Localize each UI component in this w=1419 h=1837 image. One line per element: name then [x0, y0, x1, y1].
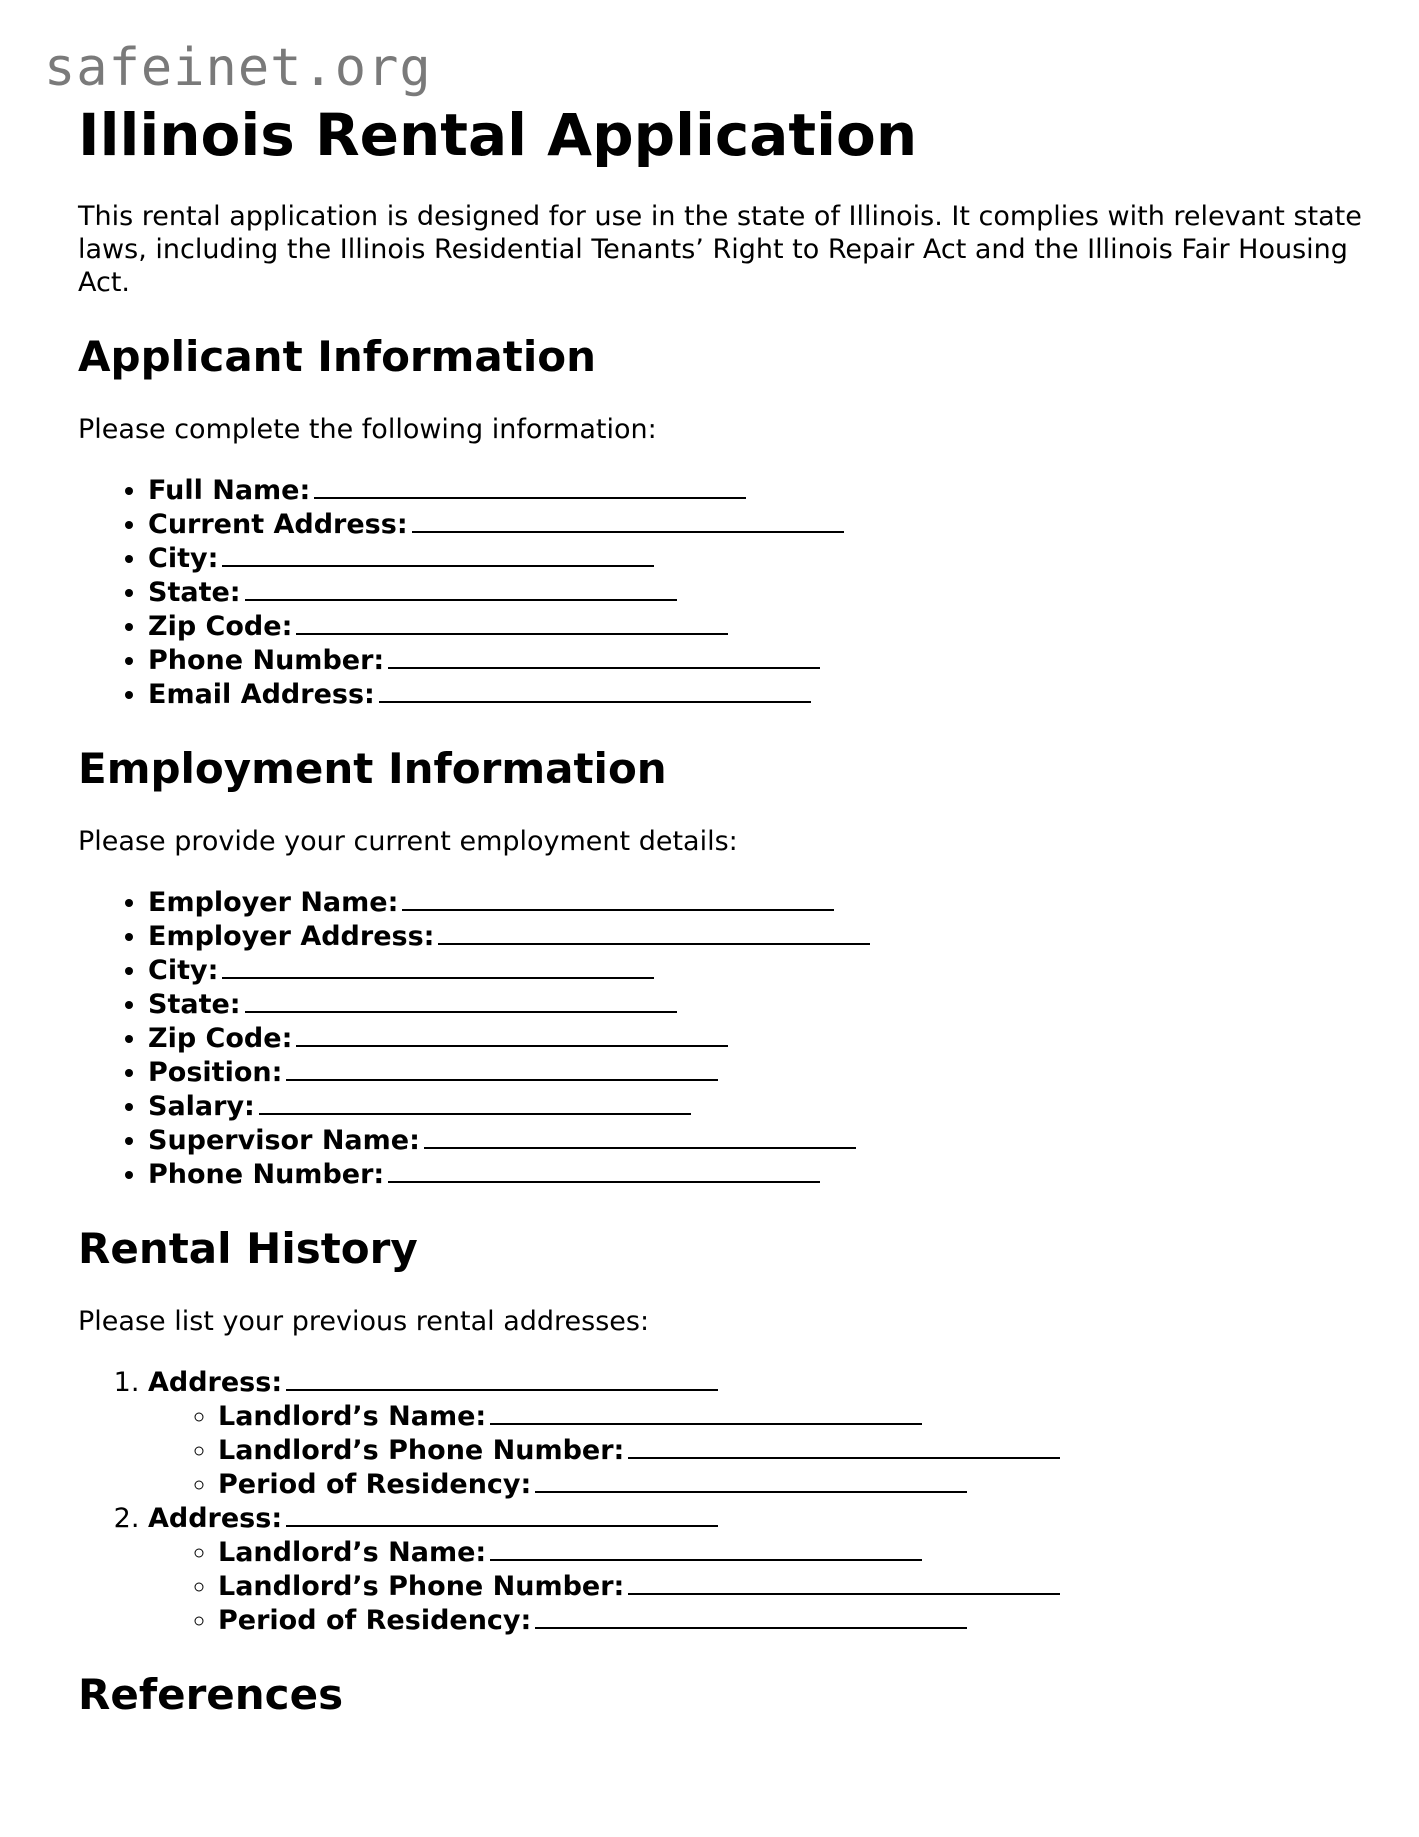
- field-label: Current Address:: [148, 509, 408, 540]
- field-label: Address:: [148, 1503, 283, 1534]
- section-lead: Please provide your current employment details:: [78, 826, 738, 857]
- fill-in-line[interactable]: [388, 643, 820, 669]
- fill-in-line[interactable]: [535, 1603, 967, 1629]
- field-item: [218, 1399, 1378, 1433]
- field-item: [148, 1089, 1378, 1123]
- fill-in-line[interactable]: [535, 1467, 967, 1493]
- field-label: Landlord’s Name:: [218, 1537, 487, 1568]
- fill-in-line[interactable]: [296, 609, 728, 635]
- section-heading: Applicant Information: [78, 332, 596, 381]
- rental-sub-fields: [148, 1535, 1378, 1637]
- rental-history-section: [78, 1221, 1378, 1637]
- section-heading: Rental History: [78, 1224, 418, 1273]
- field-item: [148, 1123, 1378, 1157]
- fill-in-line[interactable]: [412, 507, 844, 533]
- rental-sub-fields: [148, 1399, 1378, 1501]
- field-item: [218, 1433, 1378, 1467]
- rental-entry: [148, 1501, 1378, 1637]
- field-item: [148, 885, 1378, 919]
- fill-in-line[interactable]: [490, 1399, 922, 1425]
- rental-entries: [78, 1365, 1378, 1637]
- fill-in-line[interactable]: [379, 677, 811, 703]
- field-label: City:: [148, 955, 219, 986]
- fill-in-line[interactable]: [245, 987, 677, 1013]
- page-title: Illinois Rental Application: [78, 101, 918, 169]
- field-item: [148, 677, 1378, 711]
- field-label: Landlord’s Name:: [218, 1401, 487, 1432]
- field-item: [148, 575, 1378, 609]
- field-label: State:: [148, 577, 241, 608]
- field-item: [148, 507, 1378, 541]
- rental-entry: [148, 1365, 1378, 1501]
- fill-in-line[interactable]: [245, 575, 677, 601]
- field-label: Period of Residency:: [218, 1469, 532, 1500]
- field-label: Full Name:: [148, 475, 311, 506]
- field-label: Email Address:: [148, 679, 375, 710]
- field-item: [148, 541, 1378, 575]
- field-label: Phone Number:: [148, 645, 385, 676]
- field-item: [218, 1569, 1378, 1603]
- field-label: Zip Code:: [148, 611, 293, 642]
- field-item: [148, 919, 1378, 953]
- fill-in-line[interactable]: [286, 1055, 718, 1081]
- section-lead: Please complete the following information:: [78, 414, 657, 445]
- fill-in-line[interactable]: [296, 1021, 728, 1047]
- field-item: [148, 609, 1378, 643]
- employment-section: [78, 741, 1378, 1191]
- field-label: Landlord’s Phone Number:: [218, 1435, 625, 1466]
- field-item: [148, 1021, 1378, 1055]
- field-label: Address:: [148, 1367, 283, 1398]
- fill-in-line[interactable]: [222, 541, 654, 567]
- field-item: [148, 473, 1378, 507]
- fill-in-line[interactable]: [259, 1089, 691, 1115]
- field-item: [148, 1157, 1378, 1191]
- field-item: [218, 1467, 1378, 1501]
- document-body: [78, 96, 1378, 1723]
- watermark: safeinet.org: [44, 38, 432, 98]
- fill-in-line[interactable]: [490, 1535, 922, 1561]
- fill-in-line[interactable]: [286, 1365, 718, 1391]
- field-label: Period of Residency:: [218, 1605, 532, 1636]
- field-label: Employer Name:: [148, 887, 399, 918]
- fill-in-line[interactable]: [628, 1433, 1060, 1459]
- field-item: [218, 1535, 1378, 1569]
- field-label: State:: [148, 989, 241, 1020]
- section-lead: Please list your previous rental addresses:: [78, 1306, 650, 1337]
- fill-in-line[interactable]: [628, 1569, 1060, 1595]
- field-label: Landlord’s Phone Number:: [218, 1571, 625, 1602]
- fill-in-line[interactable]: [314, 473, 746, 499]
- field-item: [218, 1603, 1378, 1637]
- field-label: Salary:: [148, 1091, 255, 1122]
- field-label: Phone Number:: [148, 1159, 385, 1190]
- fill-in-line[interactable]: [424, 1123, 856, 1149]
- section-heading: Employment Information: [78, 744, 667, 793]
- field-item: [148, 643, 1378, 677]
- field-label: City:: [148, 543, 219, 574]
- fill-in-line[interactable]: [286, 1501, 718, 1527]
- section-heading: References: [78, 1670, 344, 1719]
- fill-in-line[interactable]: [388, 1157, 820, 1183]
- references-section: [78, 1667, 1378, 1723]
- field-label: Position:: [148, 1057, 283, 1088]
- fill-in-line[interactable]: [402, 885, 834, 911]
- employment-fields: [78, 885, 1378, 1191]
- fill-in-line[interactable]: [438, 919, 870, 945]
- field-item: [148, 987, 1378, 1021]
- field-label: Employer Address:: [148, 921, 435, 952]
- field-item: [148, 953, 1378, 987]
- fill-in-line[interactable]: [222, 953, 654, 979]
- applicant-section: [78, 329, 1378, 711]
- field-label: Supervisor Name:: [148, 1125, 420, 1156]
- field-item: [148, 1055, 1378, 1089]
- field-label: Zip Code:: [148, 1023, 293, 1054]
- intro-paragraph: This rental application is designed for use in the state of Illinois. It complies with relevant state laws, including the Illinois Residential Tenants’ Right to Repair Act and the Illinois Fair Housing Act.: [78, 201, 1362, 298]
- applicant-fields: [78, 473, 1378, 711]
